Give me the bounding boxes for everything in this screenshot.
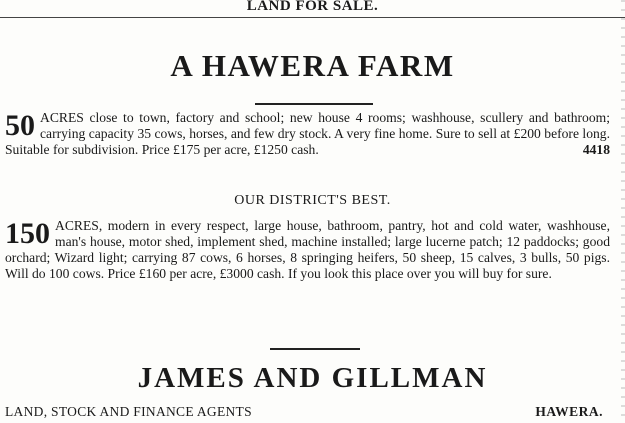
listing-text: ACRES close to town, factory and school; new house 4 rooms; washhouse, scullery and bathroom; carrying capacity 35 cows, horses, and few dry stock. A very fine home. Sure to sell at £200 before long. Suitable for subdivision. Price £175 per acre, £1250 cash. — [5, 110, 610, 157]
ad-title: A HAWERA FARM — [170, 48, 455, 83]
header-rule — [0, 17, 625, 18]
title-divider — [255, 103, 373, 105]
listing-number: 50 — [5, 109, 35, 142]
listing-50-acres — [5, 110, 610, 158]
agent-name: JAMES AND GILLMAN — [137, 362, 488, 394]
page-edge — [621, 0, 625, 423]
agent-location: HAWERA. — [535, 404, 603, 419]
listing-150-acres — [5, 218, 610, 282]
section-header: LAND FOR SALE. — [246, 0, 379, 14]
agents-divider — [270, 348, 360, 350]
listing-text: ACRES, modern in every respect, large house, bathroom, pantry, hot and cold water, washhouse, man's house, motor shed, implement shed, machine installed; large lucerne patch; 12 paddocks; good orchard; Wizard light; carrying 87 cows, 6 horses, 8 springing heifers, 50 sheep, 15 calves, 3 bulls, 50 pigs. Will do 100 cows. Price £160 per acre, £3000 cash. If you look this place over you will buy for sure. — [5, 218, 610, 281]
subheading: OUR DISTRICT'S BEST. — [234, 193, 391, 208]
agent-description: LAND, STOCK AND FINANCE AGENTS — [5, 404, 252, 419]
listing-reference: 4418 — [582, 142, 610, 157]
listing-number: 150 — [5, 217, 50, 250]
